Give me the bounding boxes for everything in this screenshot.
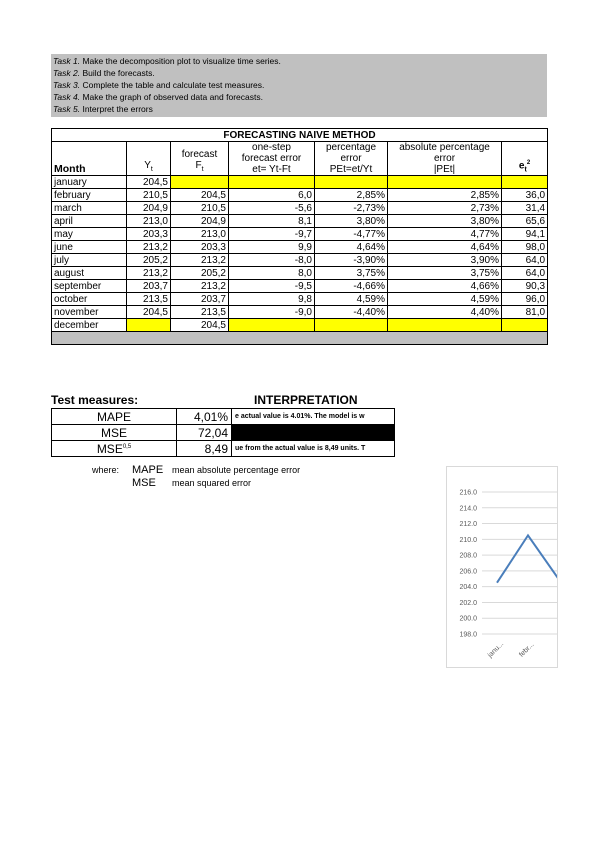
cell-ape: 4,40% [388, 306, 502, 319]
cell-pe: -4,77% [315, 228, 388, 241]
cell-ape [388, 176, 502, 189]
mape-label: MAPE [52, 409, 177, 425]
where-desc-mse: mean squared error [172, 478, 252, 488]
cell-f: 204,9 [171, 215, 229, 228]
mape-row [52, 409, 395, 425]
cell-y: 205,2 [127, 254, 171, 267]
cell-ape: 4,59% [388, 293, 502, 306]
cell-e: 8,1 [229, 215, 315, 228]
cell-pe: -3,90% [315, 254, 388, 267]
cell-ape [388, 319, 502, 332]
rmse-label: MSE$^{0,5}$ [52, 441, 177, 457]
cell-e2: 36,0 [502, 189, 548, 202]
cell-month: february [52, 189, 127, 202]
cell-e2: 64,0 [502, 267, 548, 280]
table-title: FORECASTING NAIVE METHOD [52, 129, 548, 142]
task-1 [53, 55, 547, 67]
where-abbr-mse: MSE [132, 477, 156, 489]
cell-month: july [52, 254, 127, 267]
cell-y: 213,2 [127, 267, 171, 280]
task-5 [53, 103, 547, 115]
cell-e2: 31,4 [502, 202, 548, 215]
task-text: Interpret the errors [82, 104, 153, 114]
cell-f: 213,5 [171, 306, 229, 319]
x-tick-label: janu... [486, 640, 506, 660]
task-label: Task 1. [53, 56, 81, 66]
y-tick-label: 198.0 [459, 631, 477, 639]
rmse-value: 8,49 [177, 441, 232, 457]
cell-month: november [52, 306, 127, 319]
cell-e [229, 176, 315, 189]
header-forecast: forecast $F_t$ [171, 142, 229, 176]
cell-f: 203,3 [171, 241, 229, 254]
test-measures-title: Test measures: [51, 393, 139, 407]
header-squared-error: $e_t^2$ [502, 142, 548, 176]
header-error: one-step forecast error et= Yt-Ft [229, 142, 315, 176]
table-row [52, 215, 548, 228]
forecast-table-container [51, 128, 547, 345]
task-label: Task 5. [53, 104, 81, 114]
cell-f: 204,5 [171, 319, 229, 332]
cell-y: 204,5 [127, 306, 171, 319]
cell-e2: 94,1 [502, 228, 548, 241]
rmse-interpretation: ue from the actual value is 8,49 units. T [232, 441, 395, 457]
cell-pe: 4,59% [315, 293, 388, 306]
cell-e2: 96,0 [502, 293, 548, 306]
cell-e2: 90,3 [502, 280, 548, 293]
cell-y: 204,9 [127, 202, 171, 215]
where-legend [92, 464, 300, 490]
cell-ape: 4,64% [388, 241, 502, 254]
where-desc-mape: mean absolute percentage error [172, 465, 301, 475]
task-text: Make the graph of observed data and forecasts. [82, 92, 263, 102]
cell-f: 203,7 [171, 293, 229, 306]
cell-ape: 3,75% [388, 267, 502, 280]
cell-y: 213,5 [127, 293, 171, 306]
cell-pe [315, 319, 388, 332]
cell-y: 203,7 [127, 280, 171, 293]
cell-ape: 3,90% [388, 254, 502, 267]
cell-f: 213,0 [171, 228, 229, 241]
cell-e: 9,8 [229, 293, 315, 306]
y-tick-label: 216.0 [459, 489, 477, 497]
cell-ape: 4,66% [388, 280, 502, 293]
mape-interpretation: e actual value is 4.01%. The model is w [232, 409, 395, 425]
forecast-table [51, 128, 548, 345]
cell-ape: 2,73% [388, 202, 502, 215]
mse-row [52, 425, 395, 441]
table-row [52, 176, 548, 189]
cell-pe: -4,66% [315, 280, 388, 293]
table-row [52, 319, 548, 332]
header-ape: absolute percentage error |PEt| [388, 142, 502, 176]
observed-data-chart [446, 466, 558, 668]
cell-f: 213,2 [171, 254, 229, 267]
table-row [52, 228, 548, 241]
cell-y [127, 319, 171, 332]
y-tick-label: 206.0 [459, 568, 477, 576]
cell-month: october [52, 293, 127, 306]
mape-value: 4,01% [177, 409, 232, 425]
task-label: Task 4. [53, 92, 81, 102]
table-row [52, 267, 548, 280]
cell-month: september [52, 280, 127, 293]
task-4 [53, 91, 547, 103]
where-abbr-mape: MAPE [132, 464, 164, 476]
table-row [52, 202, 548, 215]
cell-month: january [52, 176, 127, 189]
cell-month: march [52, 202, 127, 215]
cell-e: 8,0 [229, 267, 315, 280]
table-row [52, 189, 548, 202]
cell-month: april [52, 215, 127, 228]
cell-y: 203,3 [127, 228, 171, 241]
cell-pe: 3,75% [315, 267, 388, 280]
cell-month: august [52, 267, 127, 280]
y-tick-label: 212.0 [459, 521, 477, 529]
mse-interpretation-redacted [232, 425, 395, 441]
cell-pe: 4,64% [315, 241, 388, 254]
y-tick-label: 208.0 [459, 552, 477, 560]
cell-pe: -2,73% [315, 202, 388, 215]
cell-e: -9,7 [229, 228, 315, 241]
task-3 [53, 79, 547, 91]
cell-month: june [52, 241, 127, 254]
series-line [497, 535, 557, 582]
y-tick-label: 202.0 [459, 599, 477, 607]
cell-y: 210,5 [127, 189, 171, 202]
cell-ape: 3,80% [388, 215, 502, 228]
task-text: Make the decomposition plot to visualize time series. [82, 56, 281, 66]
cell-pe [315, 176, 388, 189]
interpretation-title: INTERPRETATION [254, 393, 358, 407]
task-text: Complete the table and calculate test measures. [82, 80, 265, 90]
task-text: Build the forecasts. [82, 68, 155, 78]
cell-f: 205,2 [171, 267, 229, 280]
cell-e [229, 319, 315, 332]
cell-f [171, 176, 229, 189]
cell-month: december [52, 319, 127, 332]
table-footer-row [52, 332, 548, 345]
y-tick-label: 210.0 [459, 536, 477, 544]
header-pe: percentage error PEt=et/Yt [315, 142, 388, 176]
cell-e: -9,5 [229, 280, 315, 293]
cell-e2: 65,6 [502, 215, 548, 228]
cell-ape: 4,77% [388, 228, 502, 241]
cell-pe: 3,80% [315, 215, 388, 228]
cell-y: 204,5 [127, 176, 171, 189]
cell-e2 [502, 176, 548, 189]
task-list [51, 54, 547, 117]
cell-pe: 2,85% [315, 189, 388, 202]
cell-e: 6,0 [229, 189, 315, 202]
mse-value: 72,04 [177, 425, 232, 441]
table-row [52, 280, 548, 293]
header-yt: $Y_t$ [127, 142, 171, 176]
mse-label: MSE [52, 425, 177, 441]
cell-ape: 2,85% [388, 189, 502, 202]
rmse-row [52, 441, 395, 457]
y-tick-label: 200.0 [459, 615, 477, 623]
table-row [52, 306, 548, 319]
cell-e: -8,0 [229, 254, 315, 267]
y-tick-label: 214.0 [459, 505, 477, 513]
cell-e: -5,6 [229, 202, 315, 215]
task-label: Task 3. [53, 80, 81, 90]
task-label: Task 2. [53, 68, 81, 78]
where-label: where: [92, 465, 120, 475]
cell-e2: 64,0 [502, 254, 548, 267]
cell-e: 9,9 [229, 241, 315, 254]
table-row [52, 254, 548, 267]
task-2 [53, 67, 547, 79]
cell-f: 210,5 [171, 202, 229, 215]
x-tick-label: febr... [518, 641, 536, 659]
cell-y: 213,0 [127, 215, 171, 228]
cell-f: 204,5 [171, 189, 229, 202]
cell-y: 213,2 [127, 241, 171, 254]
table-row [52, 293, 548, 306]
cell-f: 213,2 [171, 280, 229, 293]
test-measures-table [51, 408, 395, 457]
cell-e2: 98,0 [502, 241, 548, 254]
cell-e: -9,0 [229, 306, 315, 319]
cell-month: may [52, 228, 127, 241]
cell-pe: -4,40% [315, 306, 388, 319]
table-row [52, 241, 548, 254]
chart-svg [447, 467, 557, 667]
cell-e2: 81,0 [502, 306, 548, 319]
y-tick-label: 204.0 [459, 584, 477, 592]
cell-e2 [502, 319, 548, 332]
header-month: Month [52, 142, 127, 176]
